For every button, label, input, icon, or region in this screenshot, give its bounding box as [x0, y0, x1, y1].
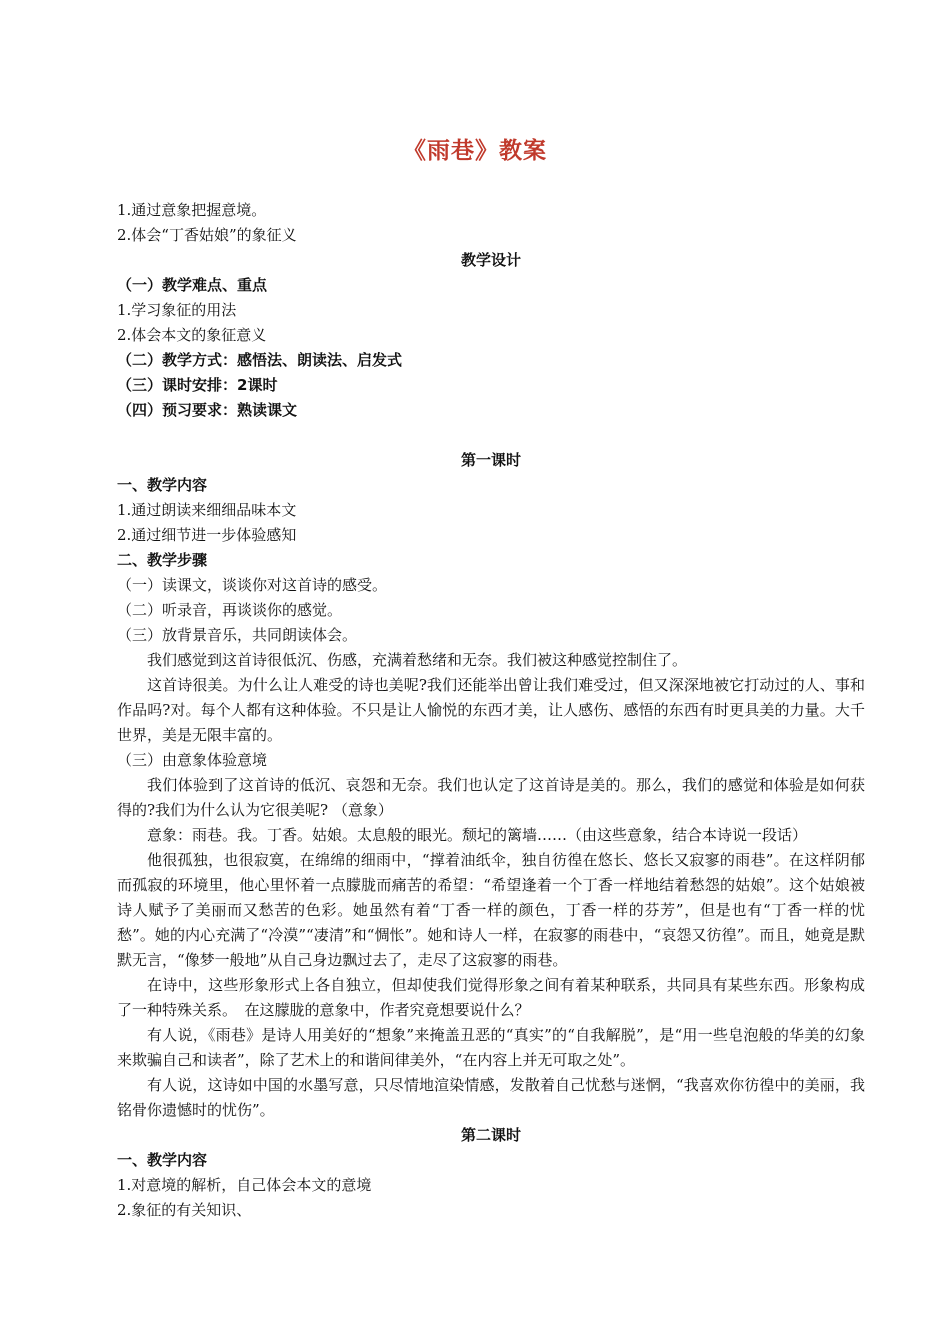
- lesson1-step: （一）读课文，谈谈你对这首诗的感受。: [117, 576, 388, 594]
- lesson1-step: （三）由意象体验意境: [117, 751, 268, 769]
- lesson2-heading: 第二课时: [460, 1126, 521, 1144]
- goal-item: 1.通过意象把握意境。: [117, 201, 267, 219]
- lesson1-content-item: 1.通过朗读来细细品味本文: [117, 501, 297, 519]
- lesson1-heading: 第一课时: [460, 451, 521, 469]
- lesson2-content-item: 2.象征的有关知识、: [117, 1201, 252, 1219]
- difficulty-item: 2.体会本文的象征意义: [117, 326, 267, 344]
- document-body: [117, 198, 865, 1223]
- lesson1-paragraph: 有人说，《雨巷》是诗人用美好的“想象”来掩盖丑恶的“真实”的“自我解脱”，是“用一些皂泡般的华美的幻象来欺骗自己和读者”，除了艺术上的和谐间律美外，“在内容上并无可取之处”。: [117, 1026, 865, 1069]
- lesson1-paragraph: 有人说，这诗如中国的水墨写意，只尽情地渲染情感，发散着自己忧愁与迷惘，“我喜欢你彷徨中的美丽，我铭骨你遗憾时的忧伤”。: [117, 1076, 865, 1119]
- lesson1-content-heading: 一、教学内容: [117, 476, 208, 494]
- lesson1-paragraph: 意象：雨巷。我。丁香。姑娘。太息般的眼光。颓圮的篱墙……（由这些意象，结合本诗说一段话）: [147, 826, 808, 844]
- preview-line: （四）预习要求：熟读课文: [117, 401, 298, 419]
- lesson1-paragraph: 我们感觉到这首诗很低沉、伤感，充满着愁绪和无奈。我们被这种感觉控制住了。: [147, 651, 688, 669]
- lesson1-paragraph: 这首诗很美。为什么让人难受的诗也美呢?我们还能举出曾让我们难受过，但又深深地被它打动过的人、事和作品吗?对。每个人都有这种体验。不只是让人愉悦的东西才美，让人感伤、感悟的东西有时更具美的力量。大千世界，美是无限丰富的。: [117, 676, 865, 744]
- lesson1-paragraph: 在诗中，这些形象形式上各自独立，但却使我们觉得形象之间有着某种联系，共同具有某些东西。形象构成了一种特殊关系。 在这朦胧的意象中，作者究竟想要说什么？: [117, 976, 865, 1019]
- lesson1-steps-heading: 二、教学步骤: [117, 551, 208, 569]
- lesson2-content-item: 1.对意境的解析，自己体会本文的意境: [117, 1176, 372, 1194]
- schedule-line: （三）课时安排：2课时: [117, 376, 278, 394]
- lesson1-paragraph: 我们体验到了这首诗的低沉、哀怨和无奈。我们也认定了这首诗是美的。那么，我们的感觉和体验是如何获得的?我们为什么认为它很美呢? （意象）: [117, 776, 865, 819]
- lesson2-content-heading: 一、教学内容: [117, 1151, 208, 1169]
- difficulty-heading: （一）教学难点、重点: [117, 276, 268, 294]
- goal-item: 2.体会“丁香姑娘”的象征义: [117, 226, 297, 244]
- lesson1-step: （二）听录音，再谈谈你的感觉。: [117, 601, 343, 619]
- lesson1-paragraph: 他很孤独，也很寂寞，在绵绵的细雨中，“撑着油纸伞，独自彷徨在悠长、悠长又寂寥的雨巷”。在这样阴郁而孤寂的环境里，他心里怀着一点朦胧而痛苦的希望：“希望逢着一个丁香一样地结着愁怨的姑娘”。这个姑娘被诗人赋予了美丽而又愁苦的色彩。她虽然有着“丁香一样的颜色，丁香一样的芬芳”，但是也有“丁香一样的忧愁”。她的内心充满了“冷漠”“凄清”和“惆怅”。她和诗人一样，在寂寥的雨巷中，“哀怨又彷徨”。而且，她竟是默默无言，“像梦一般地”从自己身边飘过去了，走尽了这寂寥的雨巷。: [117, 851, 865, 969]
- lesson1-step: （三）放背景音乐，共同朗读体会。: [117, 626, 358, 644]
- lesson1-content-item: 2.通过细节进一步体验感知: [117, 526, 297, 544]
- page-title: 《雨巷》教案: [403, 138, 547, 164]
- design-heading: 教学设计: [460, 251, 521, 269]
- method-line: （二）教学方式：感悟法、朗读法、启发式: [117, 351, 403, 369]
- difficulty-item: 1.学习象征的用法: [117, 301, 237, 319]
